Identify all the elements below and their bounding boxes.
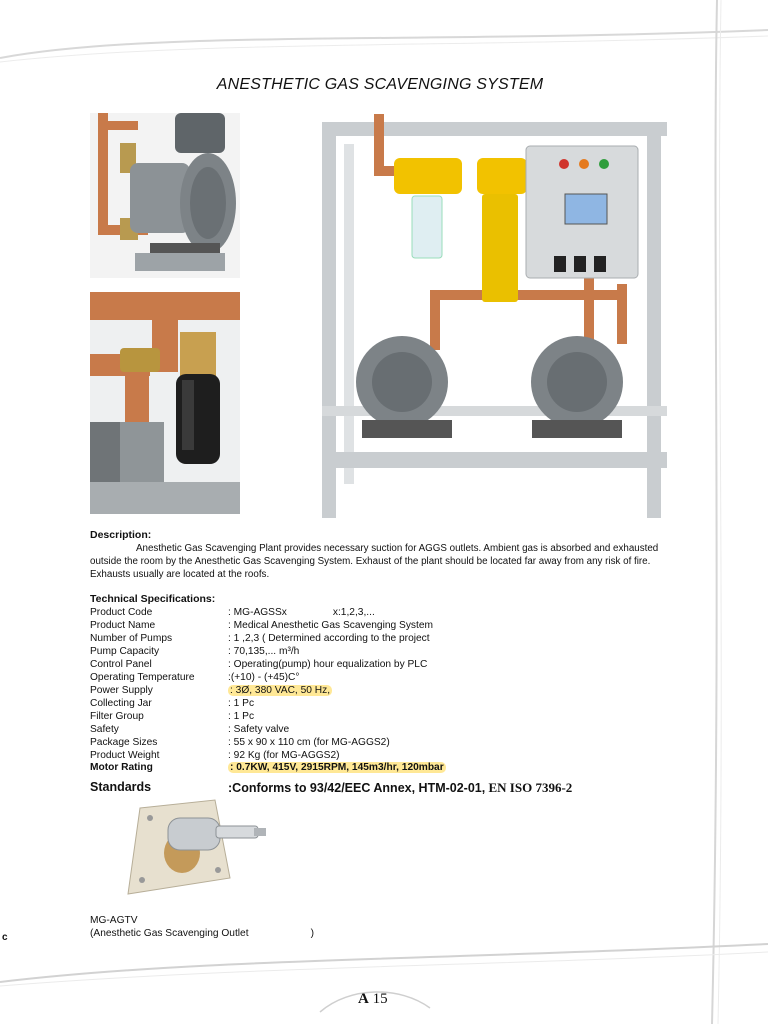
page-number-value: 15: [368, 991, 388, 1007]
spec-label: Control Panel: [90, 659, 152, 670]
page-title: ANESTHETIC GAS SCAVENGING SYSTEM: [216, 76, 544, 93]
spec-label: Pump Capacity: [90, 646, 160, 657]
spec-value: : 92 Kg (for MG-AGGS2): [228, 750, 340, 761]
spec-label: Collecting Jar: [90, 698, 152, 709]
spec-value: : Operating(pump) hour equalization by PLC: [228, 659, 428, 670]
spec-label: Filter Group: [90, 711, 144, 722]
outlet-caption: [90, 914, 314, 940]
spec-label: Package Sizes: [90, 737, 158, 748]
spec-value: : 1 Pc: [228, 698, 255, 709]
product-code-suffix: x:1,2,3,...: [332, 607, 375, 618]
margin-mark: c: [2, 932, 8, 943]
description: [90, 529, 670, 581]
spec-label: Safety: [90, 724, 119, 735]
spec-label: Operating Temperature: [90, 672, 195, 683]
pump-photo: [90, 113, 240, 278]
spec-label: Number of Pumps: [90, 633, 173, 644]
highlight: : 0.7KW, 415V, 2915RPM, 145m3/hr, 120mbar: [230, 762, 444, 773]
spec-value: [228, 761, 446, 774]
spec-label: Motor Rating: [90, 762, 153, 773]
standards-label: Standards: [90, 780, 152, 794]
spec-value: : Safety valve: [228, 724, 290, 735]
description-heading: Description:: [90, 529, 152, 541]
page-number-letter: A: [358, 991, 369, 1007]
standards-row: [90, 780, 573, 795]
spec-label: Product Code: [90, 607, 153, 618]
spec-value: : MG-AGSSx x:1,2,3,...: [228, 607, 375, 618]
highlight: : 3Ø, 380 VAC, 50 Hz,: [230, 685, 331, 696]
pipe-fittings-photo: [90, 292, 240, 514]
spec-label: Power Supply: [90, 685, 153, 696]
spec-label: Product Weight: [90, 750, 160, 761]
spec-value: : Medical Anesthetic Gas Scavenging System: [228, 620, 433, 631]
spec-value: : 1 ,2,3 ( Determined according to the project: [228, 633, 430, 644]
spec-value: : 70,135,... m³/h: [228, 646, 300, 657]
spec-value: :(+10) - (+45)C°: [228, 672, 300, 683]
description-text: Anesthetic Gas Scavenging Plant provides necessary suction for AGGS outlets. Ambient gas is absorbed and exhausted outside the room by the Anesthetic Gas Scavenging System. Exhaust of the plant should be located far away from any risk of fire. Exhausts usually are located at the roofs.: [90, 543, 659, 580]
caption-code: MG-AGTV: [90, 915, 138, 926]
spec-value: [228, 684, 332, 697]
spec-value: : 1 Pc: [228, 711, 255, 722]
scavenging-outlet-photo: [120, 798, 270, 896]
scavenging-system-photo: [322, 114, 667, 518]
standards-iso: EN ISO 7396-2: [485, 780, 573, 795]
specs-heading: Technical Specifications:: [90, 593, 216, 605]
spec-label: Product Name: [90, 620, 156, 631]
spec-value: : 55 x 90 x 110 cm (for MG-AGGS2): [228, 737, 390, 748]
standards-value: :Conforms to 93/42/EEC Annex, HTM-02-01, EN ISO 7396-2: [228, 780, 573, 795]
caption-text: (Anesthetic Gas Scavenging Outlet ): [90, 928, 314, 939]
page-number: [358, 991, 388, 1008]
